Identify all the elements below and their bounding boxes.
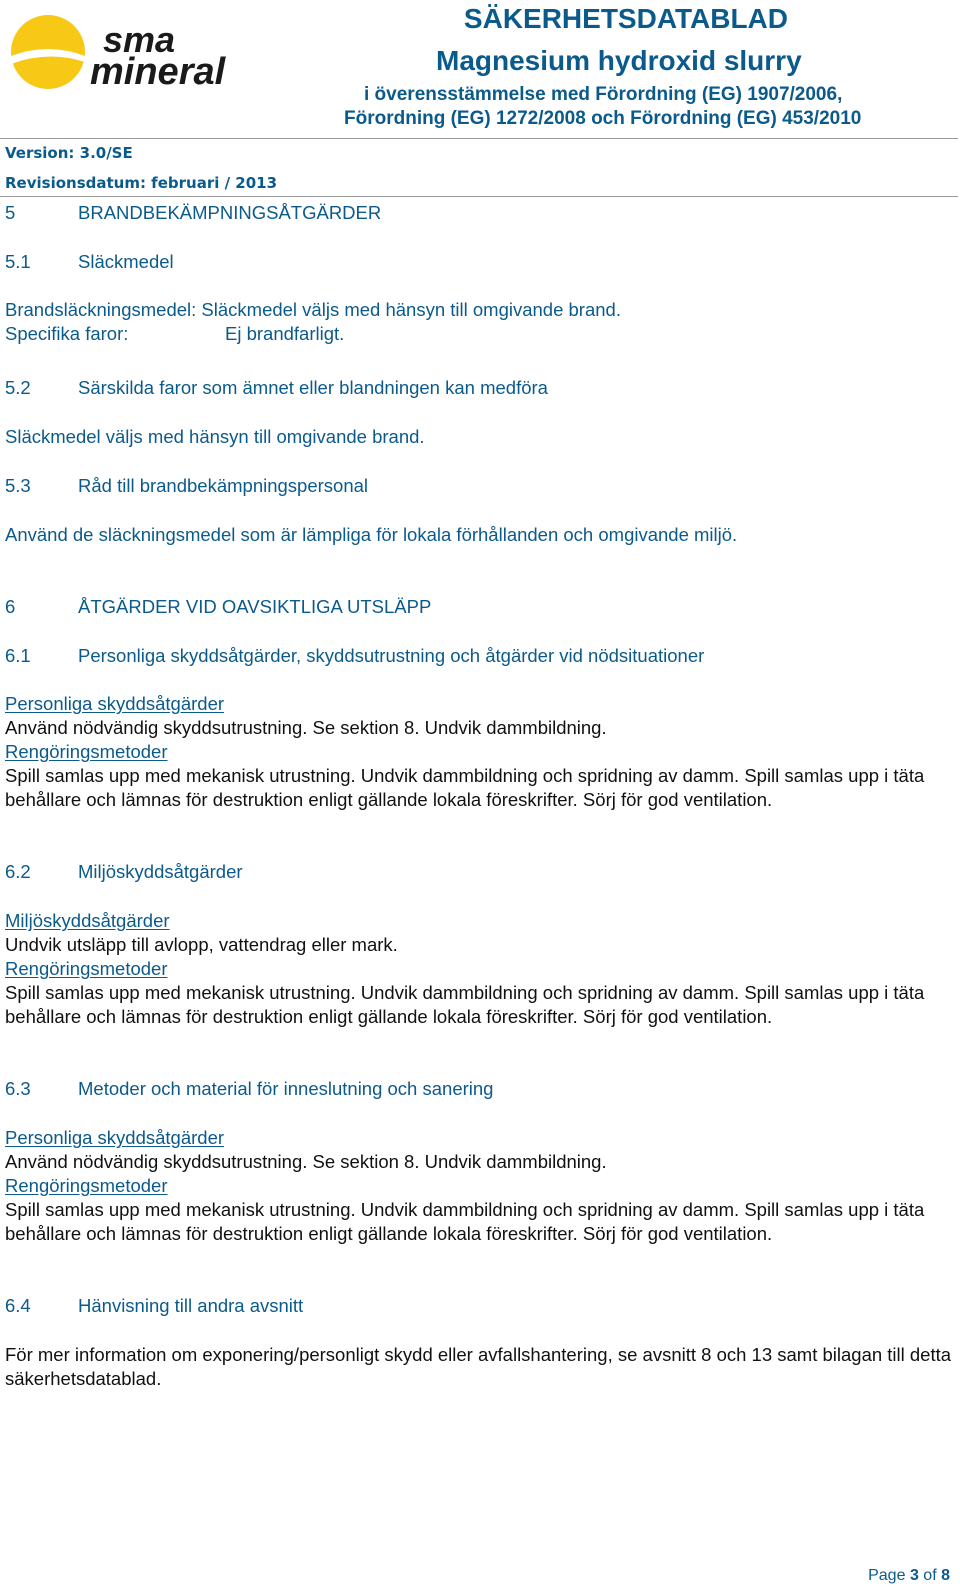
- document-title: SÄKERHETSDATABLAD: [463, 3, 788, 34]
- section-number: 6.3: [5, 1078, 31, 1099]
- section-title: Metoder och material för inneslutning och sanering: [78, 1078, 494, 1099]
- version-label: Version: 3.0/SE: [5, 144, 133, 162]
- section-number: 6: [5, 596, 16, 617]
- section-title: Personliga skyddsåtgärder, skyddsutrustning och åtgärder vid nödsituationer: [78, 645, 705, 666]
- section-number: 5.3: [5, 475, 31, 496]
- brand-bottom: mineral: [90, 51, 226, 93]
- revision-date: Revisionsdatum: februari / 2013: [5, 174, 278, 192]
- section-number: 5.2: [5, 377, 31, 398]
- specific-hazards-row: [5, 322, 344, 346]
- body-text: Använd nödvändig skyddsutrustning. Se sektion 8. Undvik dammbildning.: [5, 1151, 607, 1172]
- section-title: Släckmedel: [78, 251, 174, 272]
- section-title: BRANDBEKÄMPNINGSÅTGÄRDER: [78, 202, 382, 223]
- section-5-3-heading: [5, 474, 368, 498]
- subheading-environmental: Miljöskyddsåtgärder: [5, 910, 170, 931]
- field-label: Specifika faror:: [5, 323, 129, 344]
- section-5-heading: [5, 201, 381, 225]
- section-6-heading: [5, 595, 431, 619]
- page-number: Page 3 of 8: [868, 1567, 950, 1584]
- subheading-cleaning-methods: Rengöringsmetoder: [5, 741, 168, 762]
- product-name: Magnesium hydroxid slurry: [436, 45, 802, 76]
- section-6-1-heading: [5, 644, 704, 668]
- brand-top: sma: [103, 19, 176, 60]
- regulation-line-2: Förordning (EG) 1272/2008 och Förordning (EG) 453/2010: [344, 108, 862, 129]
- section-number: 5: [5, 202, 16, 223]
- section-6-3-heading: [5, 1077, 493, 1101]
- field-value: Ej brandfarligt.: [225, 323, 345, 344]
- meta-divider: [0, 196, 958, 197]
- field-value: Släckmedel väljs med hänsyn till omgivande brand.: [201, 299, 621, 320]
- section-6-2-heading: [5, 860, 243, 884]
- section-number: 5.1: [5, 251, 31, 272]
- body-text: Undvik utsläpp till avlopp, vattendrag eller mark.: [5, 934, 398, 955]
- section-title: Miljöskyddsåtgärder: [78, 861, 243, 882]
- section-title: Särskilda faror som ämnet eller blandningen kan medföra: [78, 377, 548, 398]
- subheading-personal-protection: Personliga skyddsåtgärder: [5, 1127, 225, 1148]
- body-text: Spill samlas upp med mekanisk utrustning. Undvik dammbildning och spridning av damm. Spill samlas upp i täta behållare och lämnas för destruktion enligt gällande lokala föreskrifter. Sörj för god ventilation.: [5, 765, 925, 810]
- section-title: Råd till brandbekämpningspersonal: [78, 475, 369, 496]
- section-number: 6.4: [5, 1295, 31, 1316]
- body-text: För mer information om exponering/personligt skydd eller avfallshantering, se avsnitt 8 och 13 samt bilagan till detta säkerhetsdatablad.: [5, 1344, 952, 1389]
- section-number: 6.2: [5, 861, 31, 882]
- section-6-4-heading: [5, 1294, 303, 1318]
- field-label: Brandsläckningsmedel:: [5, 299, 197, 320]
- section-5-2-heading: [5, 376, 548, 400]
- subheading-cleaning-methods: Rengöringsmetoder: [5, 1175, 168, 1196]
- header-divider: [0, 138, 958, 139]
- section-title: Hänvisning till andra avsnitt: [78, 1295, 304, 1316]
- section-5-3-text: Använd de släckningsmedel som är lämpliga för lokala förhållanden och omgivande miljö.: [5, 524, 738, 545]
- body-text: Använd nödvändig skyddsutrustning. Se sektion 8. Undvik dammbildning.: [5, 717, 607, 738]
- section-number: 6.1: [5, 645, 31, 666]
- regulation-line-1: i överensstämmelse med Förordning (EG) 1907/2006,: [364, 84, 843, 105]
- subheading-cleaning-methods: Rengöringsmetoder: [5, 958, 168, 979]
- company-logo: [8, 12, 278, 94]
- body-text: Spill samlas upp med mekanisk utrustning. Undvik dammbildning och spridning av damm. Spill samlas upp i täta behållare och lämnas för destruktion enligt gällande lokala föreskrifter. Sörj för god ventilation.: [5, 982, 925, 1027]
- section-5-2-text: Släckmedel väljs med hänsyn till omgivande brand.: [5, 426, 425, 447]
- subheading-personal-protection: Personliga skyddsåtgärder: [5, 693, 225, 714]
- section-5-1-heading: [5, 250, 174, 274]
- body-text: Spill samlas upp med mekanisk utrustning. Undvik dammbildning och spridning av damm. Spill samlas upp i täta behållare och lämnas för destruktion enligt gällande lokala föreskrifter. Sörj för god ventilation.: [5, 1199, 925, 1244]
- extinguishing-media-row: [5, 298, 621, 322]
- section-title: ÅTGÄRDER VID OAVSIKTLIGA UTSLÄPP: [78, 596, 432, 617]
